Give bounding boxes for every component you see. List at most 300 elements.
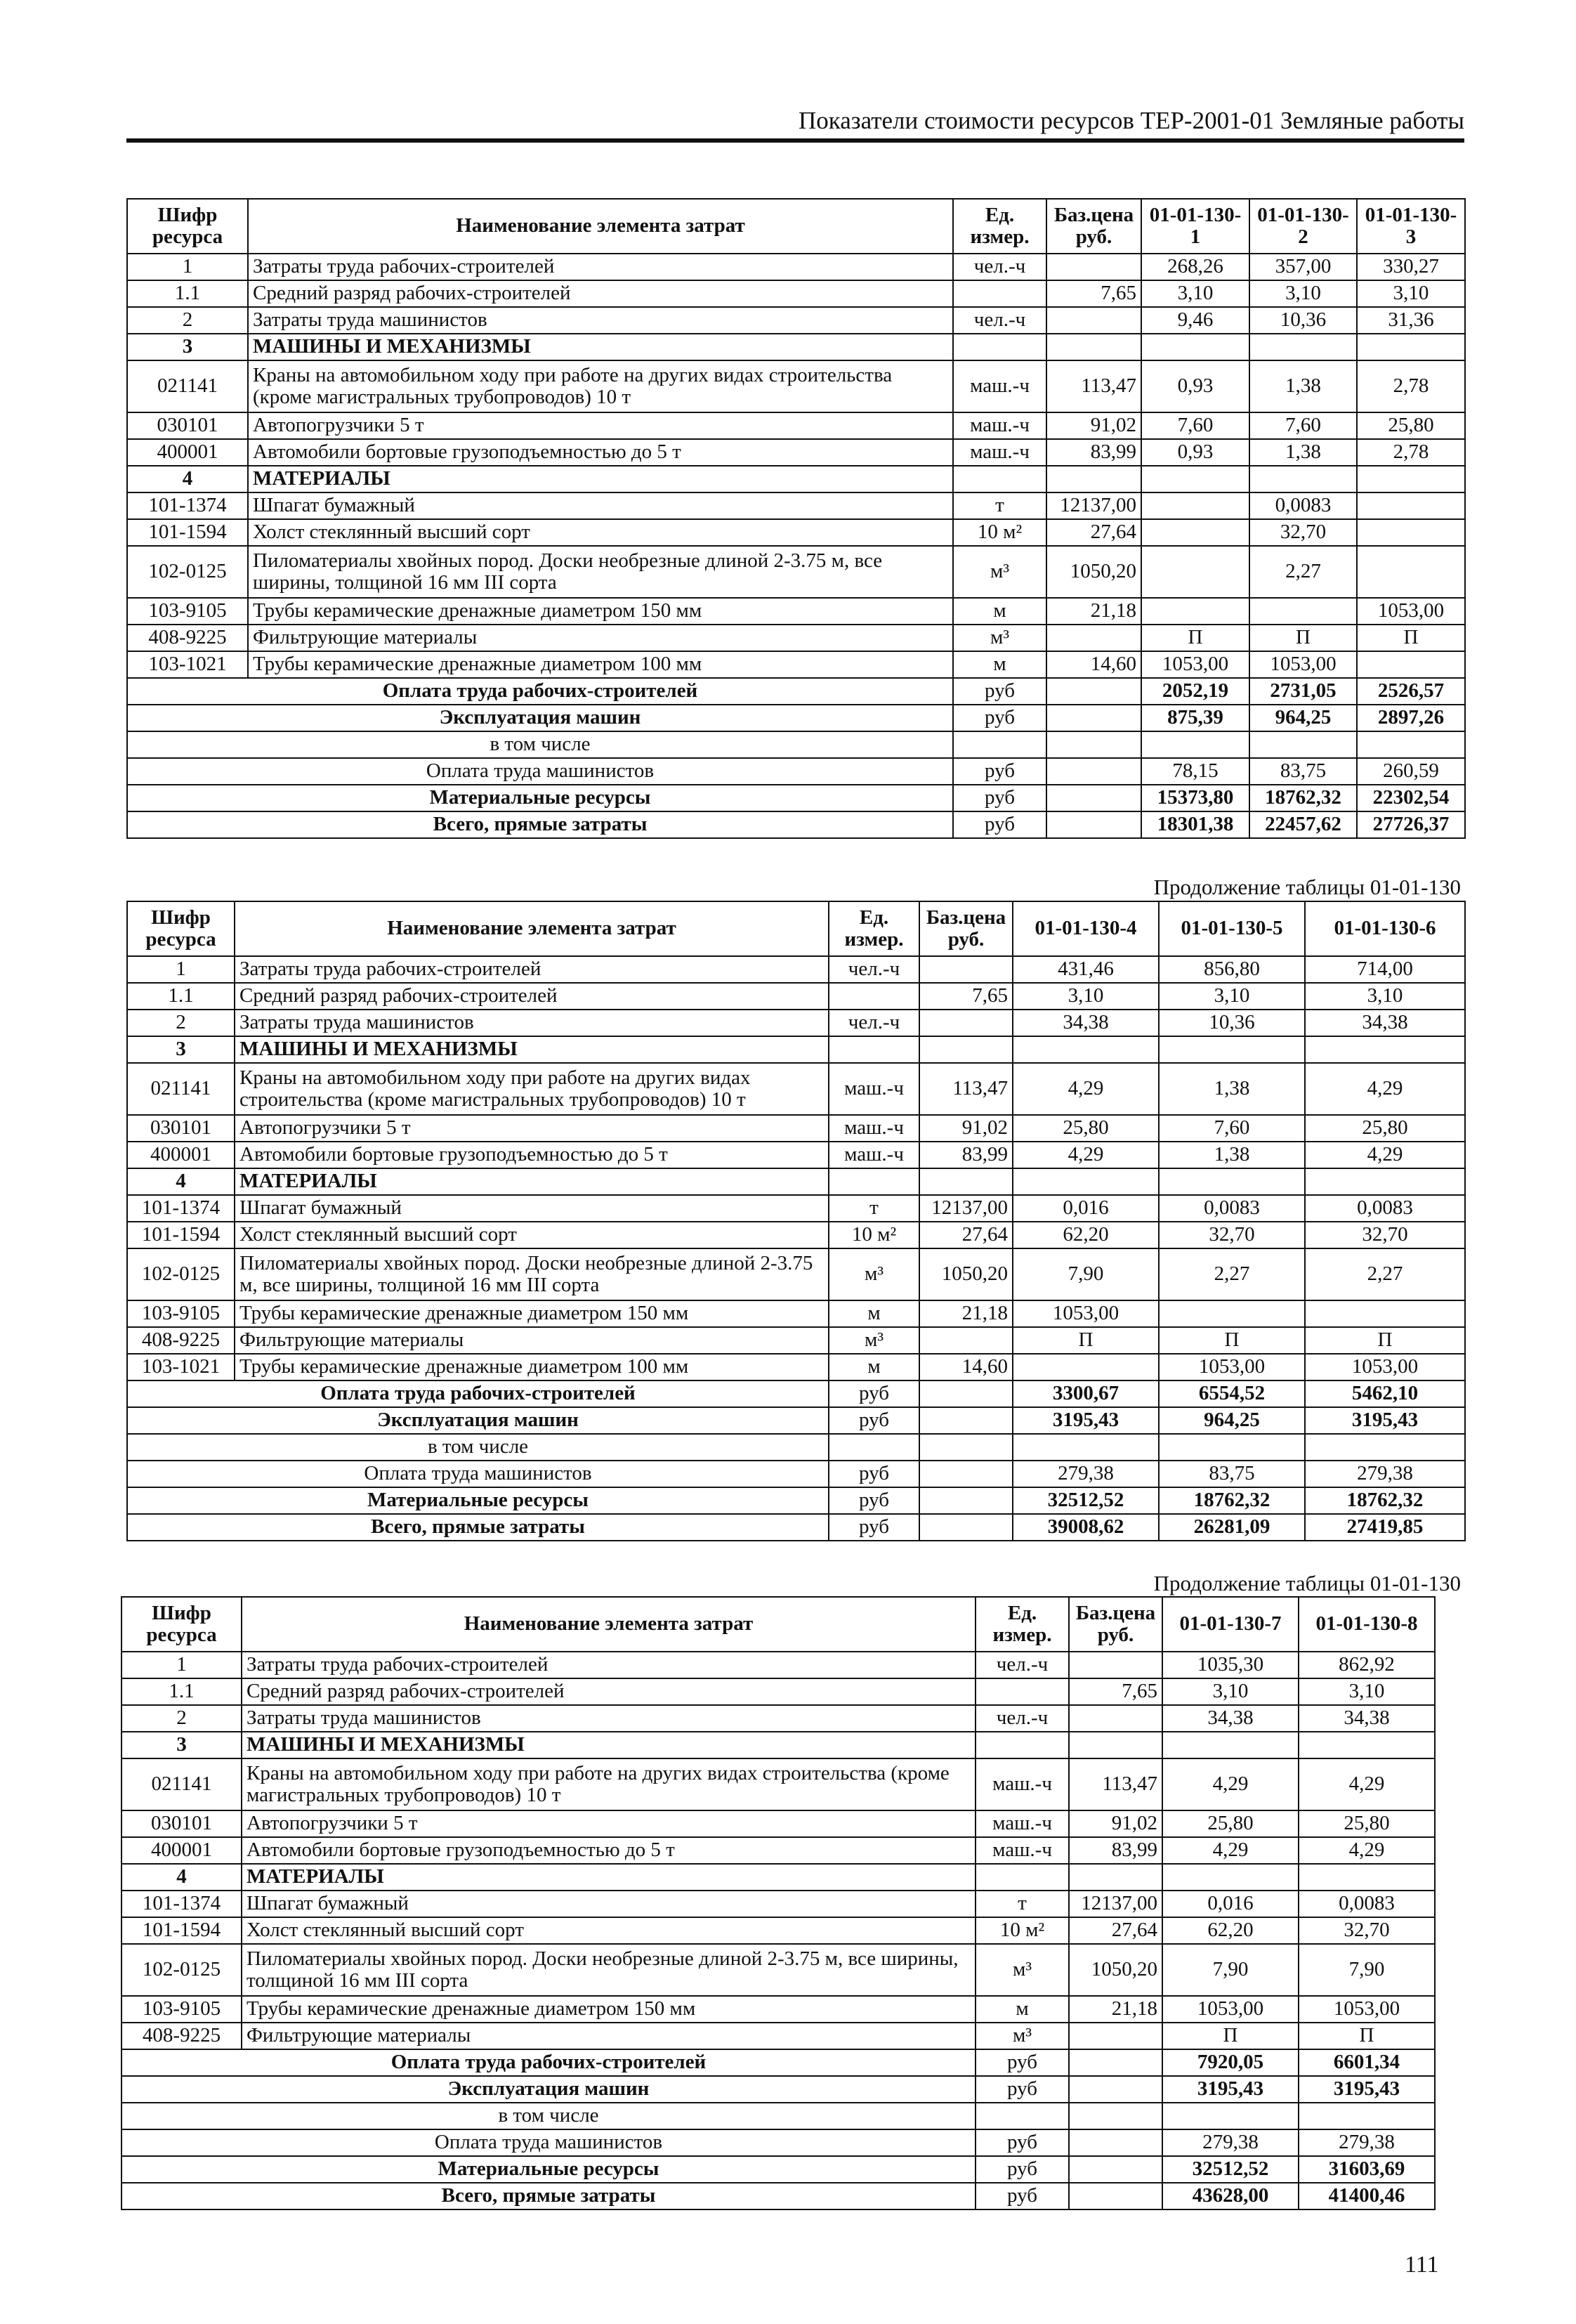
resource-name: Пиломатериалы хвойных пород. Доски необрезные длиной 2-3.75 м, все ширины, толщиной 16 мм III сорта: [235, 1248, 829, 1300]
resource-value: 3,10: [1305, 983, 1465, 1010]
total-unit: руб: [976, 2076, 1069, 2103]
total-price-empty: [1046, 731, 1141, 758]
total-value: 964,25: [1159, 1407, 1305, 1434]
resource-value: [1141, 492, 1249, 519]
resource-base-price: 27,64: [1046, 519, 1141, 546]
resource-name: Трубы керамические дренажные диаметром 100 мм: [235, 1354, 829, 1380]
total-value: 18762,32: [1249, 785, 1357, 811]
resource-code: 1: [127, 956, 235, 983]
resource-code: 030101: [127, 1115, 235, 1142]
resource-value: 431,46: [1013, 956, 1159, 983]
resource-name: Трубы керамические дренажные диаметром 150 мм: [248, 598, 953, 625]
resource-value: 3,10: [1249, 280, 1357, 307]
table-row: [122, 1678, 1435, 1705]
resource-base-price: 113,47: [919, 1063, 1013, 1115]
table-row: [127, 625, 1465, 651]
resource-name: Фильтрующие материалы: [235, 1327, 829, 1354]
resource-value: [1305, 1036, 1465, 1063]
resource-name: МАТЕРИАЛЫ: [248, 466, 953, 492]
resource-value: [1013, 1168, 1159, 1195]
resource-code: 101-1594: [122, 1917, 242, 1944]
resource-value: 0,0083: [1305, 1195, 1465, 1222]
resource-value: 268,26: [1141, 254, 1249, 280]
resource-base-price: 83,99: [1069, 1837, 1162, 1864]
resource-name: Трубы керамические дренажные диаметром 100 мм: [248, 651, 953, 678]
total-row: [122, 2076, 1435, 2103]
total-row: [122, 2156, 1435, 2183]
total-row: [127, 731, 1465, 758]
total-label: Материальные ресурсы: [127, 1487, 829, 1514]
total-value: 15373,80: [1141, 785, 1249, 811]
resource-value: [1249, 334, 1357, 360]
resource-code: 3: [127, 334, 248, 360]
total-unit: руб: [829, 1461, 919, 1487]
resource-unit: маш.-ч: [976, 1758, 1069, 1810]
resource-value: 0,93: [1141, 439, 1249, 466]
total-label: Оплата труда рабочих-строителей: [127, 678, 953, 705]
total-label: Материальные ресурсы: [127, 785, 953, 811]
table-row: [127, 1142, 1465, 1168]
resource-value: 1,38: [1159, 1063, 1305, 1115]
resource-code: 101-1374: [127, 492, 248, 519]
total-label: Оплата труда машинистов: [127, 758, 953, 785]
resource-base-price: 83,99: [1046, 439, 1141, 466]
resource-unit: маш.-ч: [953, 360, 1046, 412]
header-code: Шифр ресурса: [122, 1597, 242, 1652]
total-label: Оплата труда рабочих-строителей: [127, 1380, 829, 1407]
total-price-empty: [1069, 2049, 1162, 2076]
resource-value: 862,92: [1299, 1652, 1435, 1678]
resource-unit: м³: [953, 625, 1046, 651]
resource-value: 34,38: [1013, 1010, 1159, 1036]
table-row: [127, 983, 1465, 1010]
resource-unit: [976, 1732, 1069, 1758]
resource-value: 2,27: [1159, 1248, 1305, 1300]
total-value: 3195,43: [1013, 1407, 1159, 1434]
total-value: 43628,00: [1162, 2183, 1299, 2209]
resource-base-price: 21,18: [1046, 598, 1141, 625]
continuation-label-2: Продолжение таблицы 01-01-130: [1153, 1571, 1461, 1595]
resource-code: 1.1: [127, 280, 248, 307]
resource-unit: [953, 280, 1046, 307]
resource-unit: маш.-ч: [829, 1063, 919, 1115]
resource-name: Затраты труда рабочих-строителей: [242, 1652, 976, 1678]
resource-value: 4,29: [1305, 1142, 1465, 1168]
resource-unit: чел.-ч: [976, 1652, 1069, 1678]
total-price-empty: [1046, 811, 1141, 838]
total-value: 2052,19: [1141, 678, 1249, 705]
total-value: 279,38: [1162, 2129, 1299, 2156]
resource-value: П: [1249, 625, 1357, 651]
header-column-01-01-130-7: 01-01-130-7: [1162, 1597, 1299, 1652]
resource-code: 030101: [122, 1810, 242, 1837]
total-value: 26281,09: [1159, 1514, 1305, 1541]
resource-value: 32,70: [1159, 1222, 1305, 1248]
resource-name: Пиломатериалы хвойных пород. Доски необрезные длиной 2-3.75 м, все ширины, толщиной 16 мм III сорта: [248, 546, 953, 598]
resource-name: Шпагат бумажный: [248, 492, 953, 519]
resource-code: 1.1: [122, 1678, 242, 1705]
total-unit: руб: [829, 1407, 919, 1434]
total-price-empty: [1046, 758, 1141, 785]
resource-code: 103-9105: [127, 1300, 235, 1327]
resource-value: [1162, 1864, 1299, 1891]
resource-name: Пиломатериалы хвойных пород. Доски необрезные длиной 2-3.75 м, все ширины, толщиной 16 мм III сорта: [242, 1944, 976, 1996]
resource-value: [1357, 466, 1465, 492]
total-price-empty: [1069, 2129, 1162, 2156]
total-value: 2526,57: [1357, 678, 1465, 705]
resource-base-price: [919, 1010, 1013, 1036]
resource-value: 10,36: [1159, 1010, 1305, 1036]
resource-value: 1053,00: [1305, 1354, 1465, 1380]
total-value: 39008,62: [1013, 1514, 1159, 1541]
total-unit: руб: [829, 1514, 919, 1541]
table-row: [122, 1864, 1435, 1891]
resource-value: 856,80: [1159, 956, 1305, 983]
resource-value: 32,70: [1305, 1222, 1465, 1248]
total-value: 6601,34: [1299, 2049, 1435, 2076]
resource-code: 1: [122, 1652, 242, 1678]
resource-code: 102-0125: [122, 1944, 242, 1996]
total-unit: [976, 2103, 1069, 2129]
header-column-01-01-130-1: 01-01-130-1: [1141, 199, 1249, 254]
resource-value: 0,016: [1013, 1195, 1159, 1222]
table-row: [127, 439, 1465, 466]
resource-value: 357,00: [1249, 254, 1357, 280]
resource-unit: [953, 466, 1046, 492]
resource-value: [1013, 1036, 1159, 1063]
total-unit: руб: [953, 811, 1046, 838]
total-value: 964,25: [1249, 705, 1357, 731]
resource-code: 2: [122, 1705, 242, 1732]
resource-base-price: 12137,00: [1046, 492, 1141, 519]
total-row: [122, 2103, 1435, 2129]
resource-name: Затраты труда машинистов: [242, 1705, 976, 1732]
resource-value: 25,80: [1013, 1115, 1159, 1142]
total-value: 22457,62: [1249, 811, 1357, 838]
resource-base-price: [919, 1036, 1013, 1063]
resource-value: 330,27: [1357, 254, 1465, 280]
resource-unit: м³: [829, 1248, 919, 1300]
table-row: [127, 519, 1465, 546]
resource-name: Холст стеклянный высший сорт: [248, 519, 953, 546]
resource-name: МАШИНЫ И МЕХАНИЗМЫ: [235, 1036, 829, 1063]
total-label: Оплата труда рабочих-строителей: [122, 2049, 976, 2076]
table-row: [127, 1195, 1465, 1222]
resource-name: Затраты труда машинистов: [235, 1010, 829, 1036]
resource-name: Трубы керамические дренажные диаметром 150 мм: [235, 1300, 829, 1327]
resource-base-price: 83,99: [919, 1142, 1013, 1168]
resource-value: 1035,30: [1162, 1652, 1299, 1678]
resource-base-price: 21,18: [1069, 1996, 1162, 2023]
header-column-01-01-130-5: 01-01-130-5: [1159, 901, 1305, 956]
total-row: [127, 1487, 1465, 1514]
total-unit: руб: [953, 785, 1046, 811]
total-value: 7920,05: [1162, 2049, 1299, 2076]
resource-code: 021141: [122, 1758, 242, 1810]
resource-code: 030101: [127, 412, 248, 439]
resource-value: [1159, 1036, 1305, 1063]
total-price-empty: [919, 1487, 1013, 1514]
table-row: [122, 1917, 1435, 1944]
resource-value: 34,38: [1162, 1705, 1299, 1732]
resource-base-price: 12137,00: [919, 1195, 1013, 1222]
resource-name: Автопогрузчики 5 т: [248, 412, 953, 439]
resource-value: 3,10: [1159, 983, 1305, 1010]
resource-code: 103-9105: [122, 1996, 242, 2023]
resource-value: 7,90: [1299, 1944, 1435, 1996]
table-row: [122, 1837, 1435, 1864]
total-value: [1357, 731, 1465, 758]
header-name: Наименование элемента затрат: [248, 199, 953, 254]
table-row: [127, 1063, 1465, 1115]
table-row: [127, 360, 1465, 412]
table-row: [122, 2023, 1435, 2049]
resource-unit: м: [953, 651, 1046, 678]
resource-base-price: 1050,20: [1046, 546, 1141, 598]
resource-unit: [829, 1168, 919, 1195]
total-value: 27726,37: [1357, 811, 1465, 838]
total-price-empty: [919, 1407, 1013, 1434]
resource-unit: т: [976, 1891, 1069, 1917]
table-row: [127, 1300, 1465, 1327]
resource-value: 1053,00: [1141, 651, 1249, 678]
resource-code: 4: [127, 1168, 235, 1195]
resource-base-price: [1046, 625, 1141, 651]
resource-value: П: [1305, 1327, 1465, 1354]
resource-value: 0,016: [1162, 1891, 1299, 1917]
resource-code: 103-1021: [127, 1354, 235, 1380]
header-column-01-01-130-4: 01-01-130-4: [1013, 901, 1159, 956]
total-label: Эксплуатация машин: [127, 1407, 829, 1434]
resource-value: [1013, 1354, 1159, 1380]
resource-value: 25,80: [1299, 1810, 1435, 1837]
resource-code: 4: [122, 1864, 242, 1891]
resource-value: [1357, 651, 1465, 678]
resource-value: 10,36: [1249, 307, 1357, 334]
total-value: [1013, 1434, 1159, 1461]
resource-unit: м³: [829, 1327, 919, 1354]
table-row: [122, 1652, 1435, 1678]
resource-value: 1053,00: [1357, 598, 1465, 625]
total-unit: [953, 731, 1046, 758]
table-header-row: [122, 1597, 1435, 1652]
resource-value: 62,20: [1162, 1917, 1299, 1944]
resource-name: Автомобили бортовые грузоподъемностью до 5 т: [235, 1142, 829, 1168]
total-value: 3195,43: [1305, 1407, 1465, 1434]
table-row: [127, 1168, 1465, 1195]
resource-cost-table-1: [126, 198, 1466, 839]
resource-value: 62,20: [1013, 1222, 1159, 1248]
resource-name: Фильтрующие материалы: [248, 625, 953, 651]
resource-value: [1141, 546, 1249, 598]
resource-value: 2,78: [1357, 360, 1465, 412]
resource-value: 4,29: [1299, 1837, 1435, 1864]
table-row: [127, 1354, 1465, 1380]
resource-value: П: [1013, 1327, 1159, 1354]
total-value: 22302,54: [1357, 785, 1465, 811]
resource-base-price: 7,65: [919, 983, 1013, 1010]
total-price-empty: [1069, 2156, 1162, 2183]
total-row: [127, 678, 1465, 705]
total-label: Всего, прямые затраты: [127, 1514, 829, 1541]
resource-unit: маш.-ч: [976, 1837, 1069, 1864]
resource-unit: маш.-ч: [829, 1142, 919, 1168]
resource-unit: чел.-ч: [829, 1010, 919, 1036]
resource-value: [1299, 1732, 1435, 1758]
total-unit: руб: [953, 705, 1046, 731]
total-value: 260,59: [1357, 758, 1465, 785]
total-row: [127, 1407, 1465, 1434]
total-row: [127, 705, 1465, 731]
resource-base-price: [1069, 1652, 1162, 1678]
total-unit: [829, 1434, 919, 1461]
resource-value: 31,36: [1357, 307, 1465, 334]
total-label: Материальные ресурсы: [122, 2156, 976, 2183]
resource-base-price: [1046, 307, 1141, 334]
resource-value: 714,00: [1305, 956, 1465, 983]
resource-base-price: 7,65: [1046, 280, 1141, 307]
total-value: 3195,43: [1299, 2076, 1435, 2103]
total-value: [1162, 2103, 1299, 2129]
resource-value: [1141, 519, 1249, 546]
resource-value: 1,38: [1249, 360, 1357, 412]
resource-value: 3,10: [1013, 983, 1159, 1010]
resource-name: Затраты труда рабочих-строителей: [248, 254, 953, 280]
resource-value: 0,93: [1141, 360, 1249, 412]
total-value: 78,15: [1141, 758, 1249, 785]
total-value: 41400,46: [1299, 2183, 1435, 2209]
resource-cost-table-3: [121, 1596, 1436, 2210]
total-label: Оплата труда машинистов: [122, 2129, 976, 2156]
resource-base-price: [1046, 254, 1141, 280]
total-value: 6554,52: [1159, 1380, 1305, 1407]
resource-unit: [976, 1864, 1069, 1891]
table-row: [127, 598, 1465, 625]
total-value: 2731,05: [1249, 678, 1357, 705]
total-value: [1305, 1434, 1465, 1461]
resource-value: 1053,00: [1249, 651, 1357, 678]
resource-value: 1,38: [1249, 439, 1357, 466]
header-column-01-01-130-2: 01-01-130-2: [1249, 199, 1357, 254]
resource-code: 102-0125: [127, 1248, 235, 1300]
resource-value: [1159, 1300, 1305, 1327]
total-value: [1299, 2103, 1435, 2129]
total-value: 2897,26: [1357, 705, 1465, 731]
resource-unit: м: [953, 598, 1046, 625]
table-row: [127, 1010, 1465, 1036]
total-label: Всего, прямые затраты: [127, 811, 953, 838]
total-price-empty: [1069, 2103, 1162, 2129]
resource-unit: 10 м²: [829, 1222, 919, 1248]
table-row: [127, 466, 1465, 492]
total-label: в том числе: [127, 731, 953, 758]
total-label: Эксплуатация машин: [122, 2076, 976, 2103]
resource-code: 101-1374: [122, 1891, 242, 1917]
resource-code: 103-9105: [127, 598, 248, 625]
resource-name: МАТЕРИАЛЫ: [242, 1864, 976, 1891]
total-value: [1141, 731, 1249, 758]
resource-base-price: [1069, 1705, 1162, 1732]
resource-code: 2: [127, 1010, 235, 1036]
resource-code: 408-9225: [122, 2023, 242, 2049]
resource-name: Краны на автомобильном ходу при работе на других видах строительства (кроме магистральных трубопроводов) 10 т: [242, 1758, 976, 1810]
resource-unit: чел.-ч: [976, 1705, 1069, 1732]
resource-unit: т: [829, 1195, 919, 1222]
table-header-row: [127, 901, 1465, 956]
total-value: 27419,85: [1305, 1514, 1465, 1541]
page-number: 111: [1405, 2252, 1439, 2278]
resource-base-price: [919, 1168, 1013, 1195]
resource-value: 7,90: [1013, 1248, 1159, 1300]
total-unit: руб: [829, 1487, 919, 1514]
resource-value: 25,80: [1162, 1810, 1299, 1837]
total-value: 279,38: [1013, 1461, 1159, 1487]
resource-unit: м: [829, 1354, 919, 1380]
resource-value: 2,27: [1249, 546, 1357, 598]
total-row: [122, 2129, 1435, 2156]
total-row: [127, 1434, 1465, 1461]
table-row: [122, 1944, 1435, 1996]
resource-value: 4,29: [1299, 1758, 1435, 1810]
resource-base-price: [1069, 2023, 1162, 2049]
resource-code: 021141: [127, 1063, 235, 1115]
table-row: [127, 254, 1465, 280]
resource-code: 4: [127, 466, 248, 492]
resource-value: [1249, 598, 1357, 625]
resource-base-price: 21,18: [919, 1300, 1013, 1327]
total-unit: руб: [976, 2129, 1069, 2156]
header-column-01-01-130-6: 01-01-130-6: [1305, 901, 1465, 956]
resource-unit: чел.-ч: [829, 956, 919, 983]
header-unit: Ед. измер.: [829, 901, 919, 956]
resource-value: [1141, 334, 1249, 360]
resource-base-price: 14,60: [1046, 651, 1141, 678]
resource-unit: чел.-ч: [953, 307, 1046, 334]
table-row: [122, 1891, 1435, 1917]
resource-value: 1,38: [1159, 1142, 1305, 1168]
resource-base-price: 7,65: [1069, 1678, 1162, 1705]
resource-value: 3,10: [1299, 1678, 1435, 1705]
total-row: [127, 811, 1465, 838]
table-row: [127, 280, 1465, 307]
total-unit: руб: [953, 678, 1046, 705]
resource-unit: маш.-ч: [829, 1115, 919, 1142]
resource-cost-table-2: [126, 901, 1466, 1541]
resource-unit: м³: [976, 1944, 1069, 1996]
total-value: 875,39: [1141, 705, 1249, 731]
resource-base-price: 91,02: [1046, 412, 1141, 439]
total-value: 18301,38: [1141, 811, 1249, 838]
table-row: [127, 412, 1465, 439]
total-value: 32512,52: [1162, 2156, 1299, 2183]
table-row: [127, 1115, 1465, 1142]
resource-code: 101-1374: [127, 1195, 235, 1222]
header-price: Баз.цена руб.: [1046, 199, 1141, 254]
table-row: [127, 1327, 1465, 1354]
resource-value: [1159, 1168, 1305, 1195]
resource-base-price: 12137,00: [1069, 1891, 1162, 1917]
resource-value: П: [1299, 2023, 1435, 2049]
resource-name: Краны на автомобильном ходу при работе на других видах строительства (кроме магистральных трубопроводов) 10 т: [235, 1063, 829, 1115]
resource-name: Холст стеклянный высший сорт: [242, 1917, 976, 1944]
resource-value: [1357, 492, 1465, 519]
resource-value: [1299, 1864, 1435, 1891]
total-value: 279,38: [1305, 1461, 1465, 1487]
resource-value: 32,70: [1299, 1917, 1435, 1944]
resource-value: П: [1141, 625, 1249, 651]
total-label: в том числе: [122, 2103, 976, 2129]
total-unit: руб: [976, 2183, 1069, 2209]
